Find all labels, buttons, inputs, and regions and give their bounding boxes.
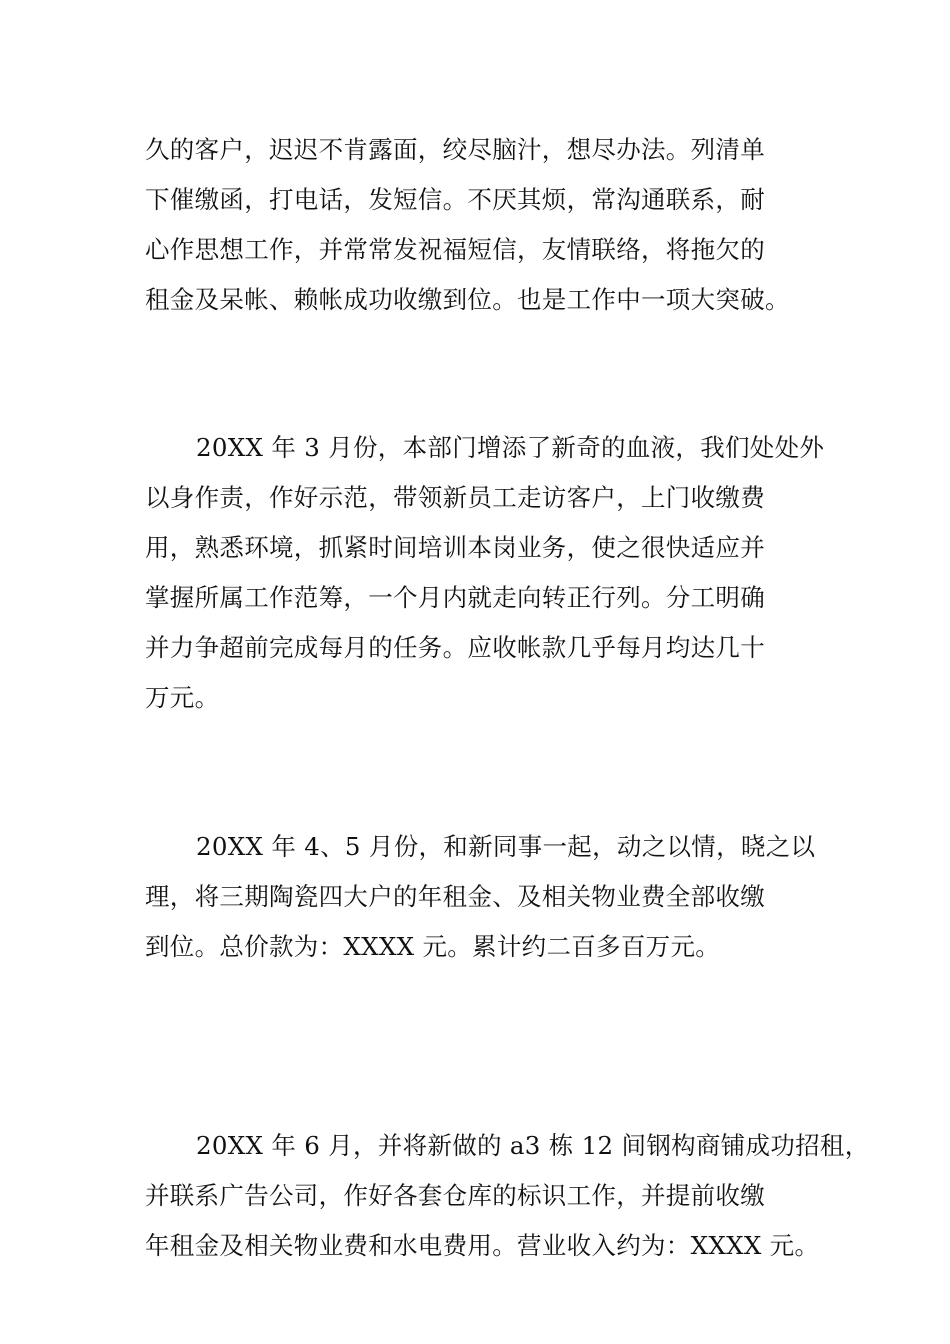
text-line: 年租金及相关物业费和水电费用。营业收入约为：XXXX 元。 <box>145 1231 820 1260</box>
paragraph-april-may <box>145 822 815 972</box>
text-line: 20XX 年 6 月，并将新做的 a3 栋 12 间钢构商铺成功招租， <box>196 1131 870 1160</box>
text-line: 理，将三期陶瓷四大户的年租金、及相关物业费全部收缴 <box>145 882 765 911</box>
text-line: 万元。 <box>145 683 220 712</box>
text-line: 掌握所属工作范筹，一个月内就走向转正行列。分工明确 <box>145 583 765 612</box>
text-line: 租金及呆帐、赖帐成功收缴到位。也是工作中一项大突破。 <box>145 285 790 314</box>
text-line: 以身作责，作好示范，带领新员工走访客户，上门收缴费 <box>145 483 765 512</box>
paragraph-rent-collection <box>145 125 815 325</box>
text-line: 20XX 年 4、5 月份，和新同事一起，动之以情，晓之以 <box>196 832 816 861</box>
text-line: 20XX 年 3 月份，本部门增添了新奇的血液，我们处处外 <box>196 433 825 462</box>
text-line: 用，熟悉环境，抓紧时间培训本岗业务，使之很快适应并 <box>145 533 765 562</box>
paragraph-june <box>145 1121 870 1271</box>
text-line: 并力争超前完成每月的任务。应收帐款几乎每月均达几十 <box>145 633 765 662</box>
text-line: 并联系广告公司，作好各套仓库的标识工作，并提前收缴 <box>145 1181 765 1210</box>
text-line: 久的客户，迟迟不肯露面，绞尽脑汁，想尽办法。列清单 <box>145 135 765 164</box>
text-line: 到位。总价款为：XXXX 元。累计约二百多百万元。 <box>145 932 721 961</box>
paragraph-march <box>145 423 825 723</box>
text-line: 下催缴函，打电话，发短信。不厌其烦，常沟通联系，耐 <box>145 185 765 214</box>
text-line: 心作思想工作，并常常发祝福短信，友情联络，将拖欠的 <box>145 235 765 264</box>
